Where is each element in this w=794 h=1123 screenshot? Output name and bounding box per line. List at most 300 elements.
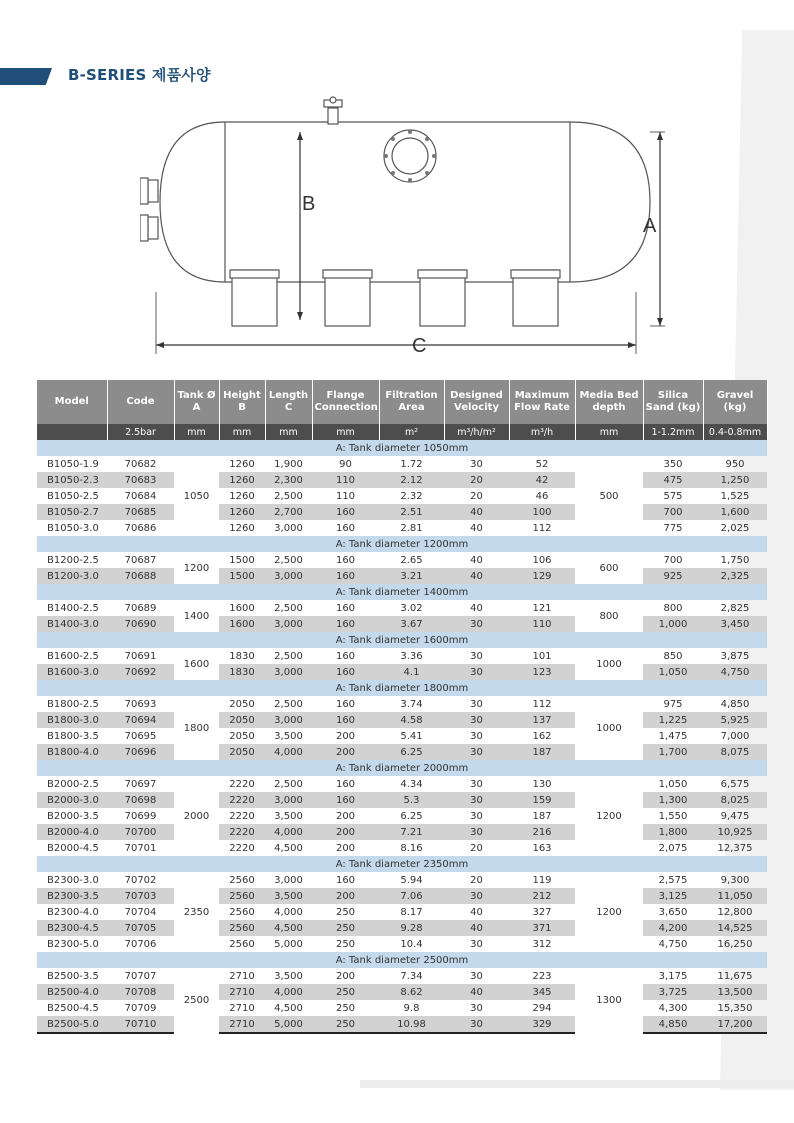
silica-sand-cell: 1,000 [643,616,703,632]
height-cell: 2050 [219,712,265,728]
length-cell: 4,000 [265,744,312,760]
group-row [37,584,767,600]
silica-sand-cell: 3,650 [658,906,688,918]
model-cell: B2000-2.5 [47,778,99,790]
table-row [37,648,767,664]
group-row [37,632,767,648]
table-row [37,712,767,728]
filtration-area-cell: 9.8 [403,1002,420,1014]
unit-cell: m³/h [509,424,575,440]
velocity-cell: 40 [470,522,483,534]
filtration-area-cell: 5.3 [379,792,444,808]
silica-sand-cell: 1,050 [643,664,703,680]
velocity-cell: 30 [470,458,483,470]
group-row [37,536,767,552]
flange-cell: 200 [335,842,356,854]
filtration-area-cell: 5.41 [400,730,423,742]
media-depth-cell: 600 [599,562,619,574]
flange-cell: 250 [312,984,379,1000]
flow-rate-cell: 223 [532,970,552,982]
flange-cell: 160 [335,554,356,566]
flange-cell: 200 [312,888,379,904]
table-row [37,568,767,584]
velocity-cell: 40 [444,984,509,1000]
length-cell: 5,000 [274,938,303,950]
length-cell: 3,500 [274,730,303,742]
gravel-cell: 8,075 [703,744,767,760]
gravel-cell: 3,450 [703,616,767,632]
flow-rate-cell: 187 [532,810,552,822]
silica-sand-cell: 575 [663,490,683,502]
spec-table [37,380,768,1034]
height-cell: 1260 [229,458,255,470]
height-cell: 2050 [219,744,265,760]
velocity-cell: 40 [470,906,483,918]
filtration-area-cell: 10.4 [400,938,423,950]
table-row [37,664,767,680]
flange-cell: 160 [335,874,356,886]
length-cell: 3,500 [274,810,303,822]
velocity-cell: 40 [444,568,509,584]
table-row [37,728,767,744]
flow-rate-cell: 212 [509,888,575,904]
height-cell: 2220 [229,842,255,854]
column-header: Length C [265,380,312,424]
gravel-cell: 11,050 [703,888,767,904]
code-cell: 70710 [107,1016,174,1033]
flow-rate-cell: 101 [532,650,552,662]
flow-rate-cell: 119 [532,874,552,886]
table-row [37,1016,767,1033]
unit-cell: mm [219,424,265,440]
model-cell: B2000-3.5 [47,810,99,822]
flange-cell: 250 [335,1002,356,1014]
silica-sand-cell: 4,300 [658,1002,688,1014]
length-cell: 2,500 [274,554,303,566]
gravel-cell: 2,025 [720,522,750,534]
height-cell: 2050 [229,698,255,710]
unit-cell: mm [312,424,379,440]
gravel-cell: 9,475 [720,810,750,822]
flow-rate-cell: 187 [509,744,575,760]
title-accent-bar [0,68,52,85]
velocity-cell: 30 [470,1002,483,1014]
silica-sand-cell: 925 [643,568,703,584]
model-cell: B2300-4.5 [37,920,107,936]
flange-cell: 110 [312,472,379,488]
code-cell: 70693 [124,698,157,710]
silica-sand-cell: 850 [663,650,683,662]
velocity-cell: 30 [470,698,483,710]
length-cell: 2,300 [265,472,312,488]
gravel-cell: 10,925 [703,824,767,840]
flow-rate-cell: 112 [532,698,552,710]
flange-cell: 250 [335,938,356,950]
column-header: Height B [219,380,265,424]
silica-sand-cell: 1,800 [643,824,703,840]
code-cell: 70698 [107,792,174,808]
silica-sand-cell: 2,575 [658,874,688,886]
velocity-cell: 30 [470,778,483,790]
filtration-area-cell: 2.12 [379,472,444,488]
flow-rate-cell: 112 [532,522,552,534]
gravel-cell: 5,925 [703,712,767,728]
length-cell: 3,500 [274,970,303,982]
silica-sand-cell: 700 [663,554,683,566]
dimension-label-c: C [412,335,427,357]
length-cell: 3,000 [265,568,312,584]
code-cell: 70707 [124,970,157,982]
filtration-area-cell: 6.25 [379,744,444,760]
footer-decor [360,1080,794,1088]
model-cell: B1050-2.7 [37,504,107,520]
gravel-cell: 1,600 [703,504,767,520]
tank-diameter-cell: 1400 [183,610,210,622]
silica-sand-cell: 350 [663,458,683,470]
velocity-cell: 30 [444,888,509,904]
media-depth-cell: 500 [599,490,619,502]
tank-diameter-cell: 2350 [183,906,210,918]
flange-cell: 160 [312,664,379,680]
model-cell: B2300-3.5 [37,888,107,904]
code-cell: 70700 [107,824,174,840]
unit-cell: mm [575,424,643,440]
length-cell: 2,700 [265,504,312,520]
filtration-area-cell: 10.98 [379,1016,444,1033]
code-cell: 70709 [124,1002,157,1014]
filtration-area-cell: 3.67 [379,616,444,632]
code-cell: 70685 [107,504,174,520]
code-cell: 70686 [124,522,157,534]
filtration-area-cell: 7.06 [379,888,444,904]
column-header: Filtration Area [379,380,444,424]
length-cell: 1,900 [274,458,303,470]
length-cell: 3,000 [265,792,312,808]
flange-cell: 200 [312,744,379,760]
code-cell: 70691 [124,650,157,662]
velocity-cell: 40 [444,920,509,936]
gravel-cell: 1,250 [703,472,767,488]
length-cell: 3,500 [265,888,312,904]
gravel-cell: 2,325 [703,568,767,584]
flange-cell: 160 [335,778,356,790]
silica-sand-cell: 4,200 [643,920,703,936]
flange-cell: 250 [335,906,356,918]
code-cell: 70705 [107,920,174,936]
gravel-cell: 6,575 [720,778,750,790]
page-title: B-SERIES 제품사양 [68,66,211,84]
flow-rate-cell: 371 [509,920,575,936]
model-cell: B1600-3.0 [37,664,107,680]
flow-rate-cell: 327 [532,906,552,918]
outlet-flange [148,217,158,239]
code-cell: 70684 [124,490,157,502]
table-row [37,616,767,632]
unit-cell: mm [174,424,219,440]
filtration-area-cell: 2.32 [400,490,423,502]
media-depth-cell: 800 [599,610,619,622]
flange-cell: 160 [312,792,379,808]
silica-sand-cell: 3,725 [643,984,703,1000]
velocity-cell: 40 [470,602,483,614]
length-cell: 4,500 [274,1002,303,1014]
gravel-cell: 4,750 [703,664,767,680]
silica-sand-cell: 1,700 [643,744,703,760]
unit-cell: mm [265,424,312,440]
model-cell: B2300-4.0 [47,906,99,918]
inlet-flange [148,180,158,202]
height-cell: 1830 [229,650,255,662]
column-header: Maximum Flow Rate [509,380,575,424]
height-cell: 2220 [219,824,265,840]
flow-rate-cell: 129 [509,568,575,584]
model-cell: B1800-3.5 [47,730,99,742]
height-cell: 1600 [229,602,255,614]
flow-rate-cell: 42 [509,472,575,488]
gravel-cell: 12,800 [717,906,753,918]
unit-cell [37,424,107,440]
code-cell: 70696 [107,744,174,760]
code-cell: 70687 [124,554,157,566]
gravel-cell: 16,250 [717,938,753,950]
group-label: A: Tank diameter 1400mm [37,584,767,600]
tank-diagram [140,92,680,367]
silica-sand-cell: 700 [643,504,703,520]
velocity-cell: 30 [470,938,483,950]
code-cell: 70690 [107,616,174,632]
filtration-area-cell: 9.28 [379,920,444,936]
gravel-cell: 4,850 [720,698,750,710]
table-row [37,552,767,568]
filtration-area-cell: 4.34 [400,778,423,790]
model-cell: B1200-2.5 [47,554,99,566]
filtration-area-cell: 8.17 [400,906,423,918]
group-row [37,952,767,968]
table-row [37,520,767,536]
filtration-area-cell: 2.51 [379,504,444,520]
unit-cell: 1-1.2mm [643,424,703,440]
group-label: A: Tank diameter 2350mm [37,856,767,872]
velocity-cell: 20 [470,490,483,502]
model-cell: B2500-4.5 [47,1002,99,1014]
length-cell: 4,000 [265,984,312,1000]
model-cell: B1200-3.0 [37,568,107,584]
group-label: A: Tank diameter 1200mm [37,536,767,552]
media-depth-cell: 1200 [596,906,622,918]
silica-sand-cell: 1,050 [658,778,688,790]
flange-cell: 160 [312,504,379,520]
height-cell: 1260 [219,504,265,520]
table-row [37,600,767,616]
table-header-row [37,380,767,424]
flange-cell: 200 [335,730,356,742]
gravel-cell: 7,000 [720,730,750,742]
velocity-cell: 20 [444,472,509,488]
tank-diameter-cell: 1800 [183,722,210,734]
model-cell: B1800-3.0 [37,712,107,728]
flange-cell: 90 [339,458,352,470]
flow-rate-cell: 106 [532,554,552,566]
table-row [37,920,767,936]
column-header: Flange Connection [312,380,379,424]
filtration-area-cell: 3.74 [400,698,423,710]
height-cell: 1260 [229,490,255,502]
filtration-area-cell: 2.81 [400,522,423,534]
height-cell: 2560 [229,874,255,886]
height-cell: 2710 [229,1002,255,1014]
flow-rate-cell: 52 [535,458,549,470]
model-cell: B2000-4.5 [47,842,99,854]
media-depth-cell: 1300 [596,995,622,1006]
unit-cell: 0.4-0.8mm [703,424,767,440]
height-cell: 1260 [229,522,255,534]
length-cell: 4,500 [265,920,312,936]
length-cell: 2,500 [274,490,303,502]
code-cell: 70706 [124,938,157,950]
velocity-cell: 40 [470,554,483,566]
table-units-row [37,424,767,440]
height-cell: 2710 [219,984,265,1000]
flange-cell: 250 [312,1016,379,1033]
table-row [37,504,767,520]
silica-sand-cell: 3,175 [658,970,688,982]
flange-cell: 160 [312,712,379,728]
column-header: Model [37,380,107,424]
height-cell: 2560 [219,888,265,904]
tank-diameter-cell: 1200 [183,562,210,574]
silica-sand-cell: 2,075 [658,842,688,854]
length-cell: 3,000 [265,616,312,632]
code-cell: 70697 [124,778,157,790]
column-header: Designed Velocity [444,380,509,424]
column-header: Silica Sand (kg) [643,380,703,424]
model-cell: B1800-2.5 [47,698,99,710]
model-cell: B2500-3.5 [47,970,99,982]
code-cell: 70703 [107,888,174,904]
velocity-cell: 30 [444,792,509,808]
group-row [37,760,767,776]
velocity-cell: 20 [470,842,483,854]
gravel-cell: 950 [725,458,745,470]
gravel-cell: 1,525 [720,490,750,502]
flow-rate-cell: 100 [509,504,575,520]
top-valve [328,108,338,124]
silica-sand-cell: 3,125 [643,888,703,904]
filtration-area-cell: 3.02 [400,602,423,614]
length-cell: 3,000 [265,664,312,680]
model-cell: B1050-2.5 [47,490,99,502]
length-cell: 4,000 [274,906,303,918]
gravel-cell: 9,300 [720,874,750,886]
table-row [37,696,767,712]
height-cell: 1830 [219,664,265,680]
filtration-area-cell: 5.94 [400,874,423,886]
velocity-cell: 30 [470,730,483,742]
unit-cell: 2.5bar [107,424,174,440]
table-row [37,472,767,488]
height-cell: 1260 [219,472,265,488]
height-cell: 2220 [219,792,265,808]
table-row [37,792,767,808]
model-cell: B2000-4.0 [37,824,107,840]
filtration-area-cell: 3.36 [400,650,423,662]
dimension-label-b: B [302,193,316,215]
table-row [37,1000,767,1016]
flow-rate-cell: 329 [509,1016,575,1033]
velocity-cell: 30 [470,650,483,662]
filtration-area-cell: 7.34 [400,970,423,982]
velocity-cell: 20 [470,874,483,886]
unit-cell: m² [379,424,444,440]
table-row [37,824,767,840]
height-cell: 2710 [229,970,255,982]
flange-cell: 250 [312,920,379,936]
velocity-cell: 30 [444,1016,509,1033]
flow-rate-cell: 294 [532,1002,552,1014]
unit-cell: m³/h/m² [444,424,509,440]
flow-rate-cell: 216 [509,824,575,840]
gravel-cell: 12,375 [717,842,753,854]
length-cell: 2,500 [274,602,303,614]
table-row [37,872,767,888]
height-cell: 1500 [219,568,265,584]
code-cell: 70688 [107,568,174,584]
velocity-cell: 30 [470,810,483,822]
code-cell: 70702 [124,874,157,886]
gravel-cell: 2,825 [720,602,750,614]
silica-sand-cell: 1,300 [643,792,703,808]
code-cell: 70694 [107,712,174,728]
velocity-cell: 30 [444,664,509,680]
length-cell: 2,500 [274,650,303,662]
tank-diameter-cell: 1600 [183,658,210,670]
flange-cell: 160 [335,522,356,534]
table-row [37,840,767,856]
media-depth-cell: 1200 [596,810,622,822]
table-row [37,808,767,824]
model-cell: B1050-1.9 [47,458,99,470]
code-cell: 70683 [107,472,174,488]
silica-sand-cell: 975 [663,698,683,710]
column-header: Gravel (kg) [703,380,767,424]
flow-rate-cell: 123 [509,664,575,680]
height-cell: 1500 [229,554,255,566]
height-cell: 1600 [219,616,265,632]
length-cell: 4,500 [274,842,303,854]
length-cell: 2,500 [274,778,303,790]
flange-cell: 160 [335,650,356,662]
flange-cell: 160 [312,568,379,584]
table-row [37,744,767,760]
gravel-cell: 15,350 [717,1002,753,1014]
table-row [37,488,767,504]
flange-cell: 160 [335,602,356,614]
flow-rate-cell: 130 [532,778,552,790]
model-cell: B2500-5.0 [37,1016,107,1033]
height-cell: 2560 [219,920,265,936]
gravel-cell: 17,200 [703,1016,767,1033]
velocity-cell: 30 [444,616,509,632]
model-cell: B1050-3.0 [47,522,99,534]
table-row [37,904,767,920]
dimension-label-a: A [643,215,657,237]
flow-rate-cell: 312 [532,938,552,950]
model-cell: B2000-3.0 [37,792,107,808]
length-cell: 3,000 [274,522,303,534]
gravel-cell: 8,025 [703,792,767,808]
table-row [37,936,767,952]
flange-cell: 110 [335,490,356,502]
